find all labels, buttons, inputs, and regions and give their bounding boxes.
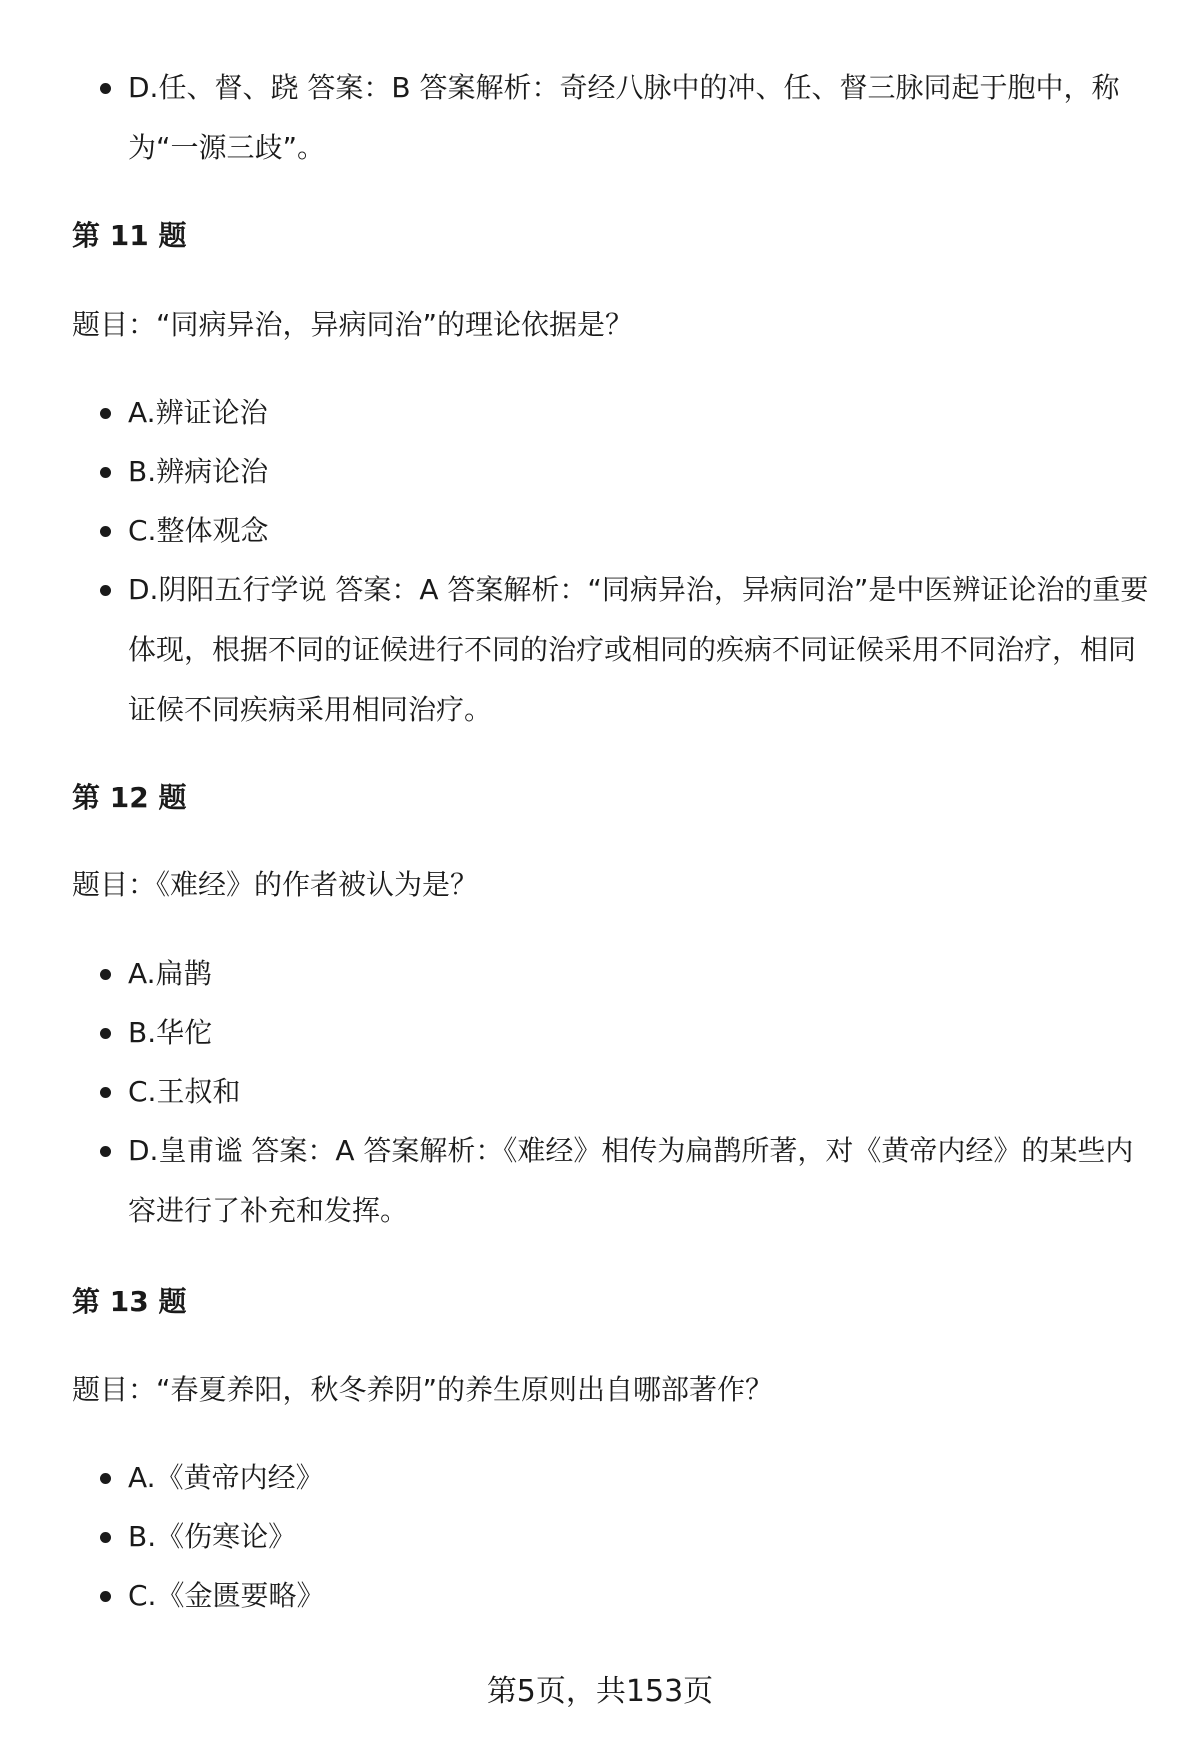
option-text: D.皇甫谧 答案：A 答案解析：《难经》相传为扁鹊所著，对《黄帝内经》的某些内容进行了补充和发挥。 xyxy=(128,1134,1134,1227)
bullet-icon xyxy=(100,1473,111,1484)
bullet-icon xyxy=(100,83,111,94)
option-text: D.阴阳五行学说 答案：A 答案解析：“同病异治，异病同治”是中医辨证论治的重要体现，根据不同的证候进行不同的治疗或相同的疾病不同证候采用不同治疗，相同证候不同疾病采用相同治疗。 xyxy=(128,573,1149,726)
option-text: C.《金匮要略》 xyxy=(128,1579,325,1612)
bullet-icon xyxy=(100,1146,111,1157)
option-text: B.华佗 xyxy=(128,1016,213,1049)
option-text: C.王叔和 xyxy=(128,1075,241,1108)
question-text: 题目：“同病异治，异病同治”的理论依据是？ xyxy=(72,308,634,341)
option-item xyxy=(128,383,1158,443)
option-item xyxy=(128,1003,1158,1063)
page-number: 第5页，共153页 xyxy=(486,1674,714,1709)
option-item xyxy=(128,1507,1158,1567)
option-item xyxy=(128,442,1158,502)
question-heading: 第 12 题 xyxy=(72,781,187,814)
question-text: 题目：“春夏养阳，秋冬养阴”的养生原则出自哪部著作？ xyxy=(72,1373,774,1406)
option-item xyxy=(128,1062,1158,1122)
question-heading: 第 13 题 xyxy=(72,1285,187,1318)
option-text: A.辨证论治 xyxy=(128,396,268,429)
option-item xyxy=(128,944,1158,1004)
option-text: B.《伤寒论》 xyxy=(128,1520,297,1553)
bullet-icon xyxy=(100,408,111,419)
bullet-icon xyxy=(100,526,111,537)
option-item xyxy=(128,560,1158,740)
option-item xyxy=(128,1121,1158,1241)
bullet-icon xyxy=(100,969,111,980)
option-text: A.《黄帝内经》 xyxy=(128,1461,324,1494)
bullet-icon xyxy=(100,467,111,478)
bullet-icon xyxy=(100,1087,111,1098)
bullet-icon xyxy=(100,585,111,596)
option-item xyxy=(128,1566,1158,1626)
option-text: B.辨病论治 xyxy=(128,455,269,488)
bullet-icon xyxy=(100,1532,111,1543)
bullet-icon xyxy=(100,1028,111,1039)
option-item xyxy=(128,58,1158,178)
option-item xyxy=(128,1448,1158,1508)
option-text: C.整体观念 xyxy=(128,514,269,547)
option-item xyxy=(128,501,1158,561)
question-heading: 第 11 题 xyxy=(72,219,187,252)
question-text: 题目：《难经》的作者被认为是？ xyxy=(72,868,479,901)
bullet-icon xyxy=(100,1591,111,1602)
option-text: A.扁鹊 xyxy=(128,957,212,990)
option-text: D.任、督、跷 答案：B 答案解析：奇经八脉中的冲、任、督三脉同起于胞中，称为“一源三歧”。 xyxy=(128,71,1120,164)
